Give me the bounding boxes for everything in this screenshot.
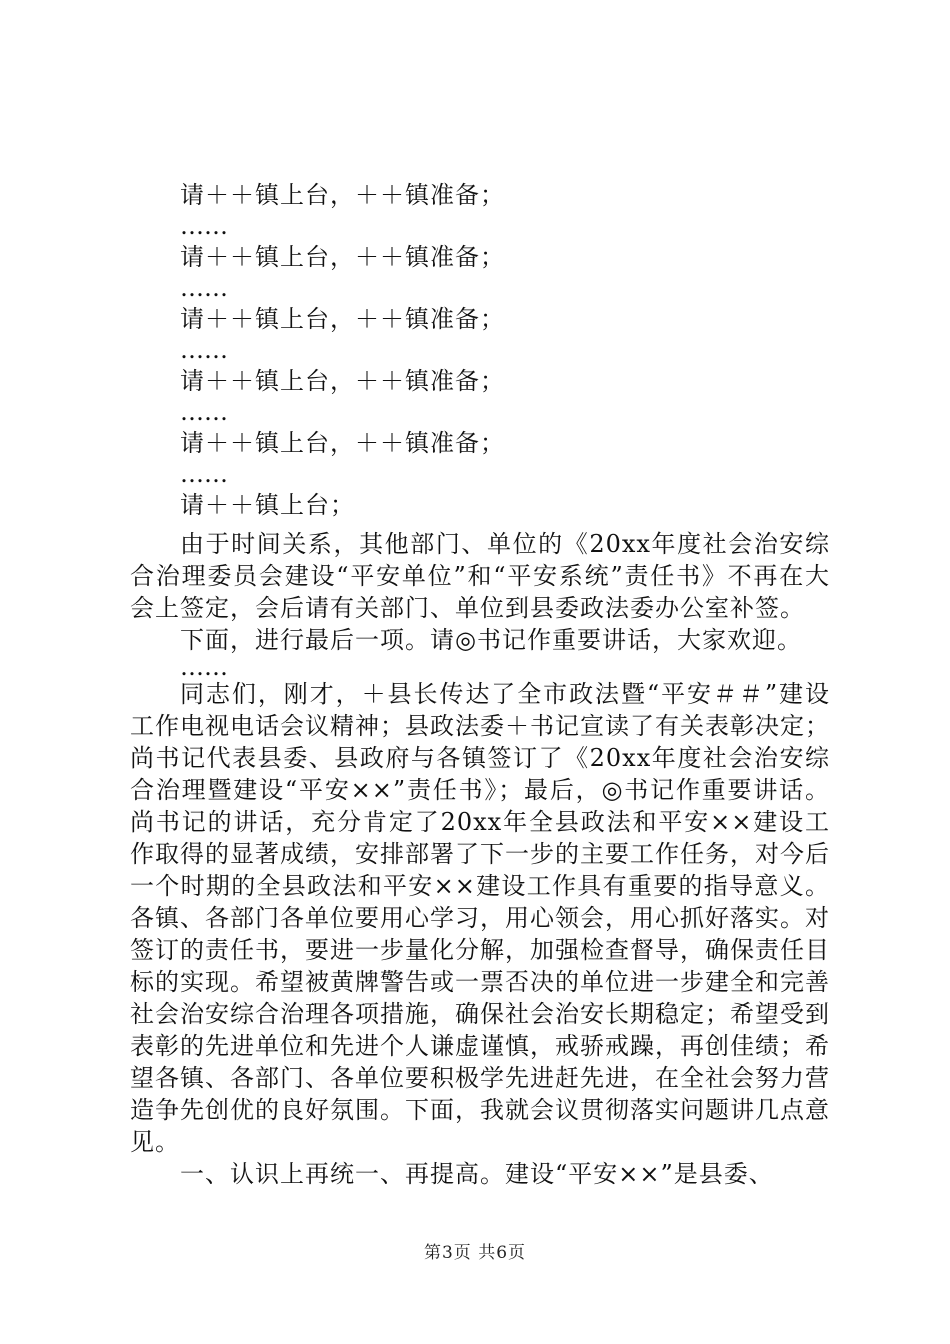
paragraph-comrades: 同志们，刚才，＋县长传达了全市政法暨“平安＃＃”建设工作电视电话会议精神；县政法委＋书记宣读了有关表彰决定；尚书记代表县委、县政府与各镇签订了《20xx年度社会治安综合治理暨建设“平安××”责任书》；最后，◎书记作重要讲话。尚书记的讲话，充分肯定了20xx年全县政法和平安××建设工作取得的显著成绩，安排部署了下一步的主要工作任务，对今后一个时期的全县政法和平安××建设工作具有重要的指导意义。各镇、各部门各单位要用心学习，用心领会，用心抓好落实。对签订的责任书，要进一步量化分解，加强检查督导，确保责任目标的实现。希望被黄牌警告或一票否决的单位进一步建全和完善社会治安综合治理各项措施，确保社会治安长期稳定；希望受到表彰的先进单位和先进个人谦虚谨慎，戒骄戒躁，再创佳绩；希望各镇、各部门、各单位要积极学先进赶先进，在全社会努力营造争先创优的良好氛围。下面，我就会议贯彻落实问题讲几点意见。 xyxy=(130,680,830,1156)
ellipsis-line: …… xyxy=(180,460,228,488)
call-line: 请＋＋镇上台，＋＋镇准备； xyxy=(180,367,505,395)
call-line: 请＋＋镇上台，＋＋镇准备； xyxy=(180,181,505,209)
call-line: 请＋＋镇上台，＋＋镇准备； xyxy=(180,243,505,271)
paragraph-section-one: 一、认识上再统一、再提高。建设“平安××”是县委、 xyxy=(180,1160,774,1188)
ellipsis-line: …… xyxy=(180,274,228,302)
ellipsis-line: …… xyxy=(180,653,228,681)
last-call-line: 请＋＋镇上台； xyxy=(180,491,355,519)
page-number: 第3页 共6页 xyxy=(423,1243,527,1263)
paragraph-time-constraint: 由于时间关系，其他部门、单位的《20xx年度社会治安综合治理委员会建设“平安单位”和“平安系统”责任书》不再在大会上签定，会后请有关部门、单位到县委政法委办公室补签。 xyxy=(130,530,830,622)
call-line: 请＋＋镇上台，＋＋镇准备； xyxy=(180,429,505,457)
call-line: 请＋＋镇上台，＋＋镇准备； xyxy=(180,305,505,333)
ellipsis-line: …… xyxy=(180,212,228,240)
ellipsis-line: …… xyxy=(180,336,228,364)
ellipsis-line: …… xyxy=(180,398,228,426)
document-body xyxy=(130,172,830,1190)
paragraph-next-item: 下面，进行最后一项。请◎书记作重要讲话，大家欢迎。 xyxy=(180,626,802,654)
